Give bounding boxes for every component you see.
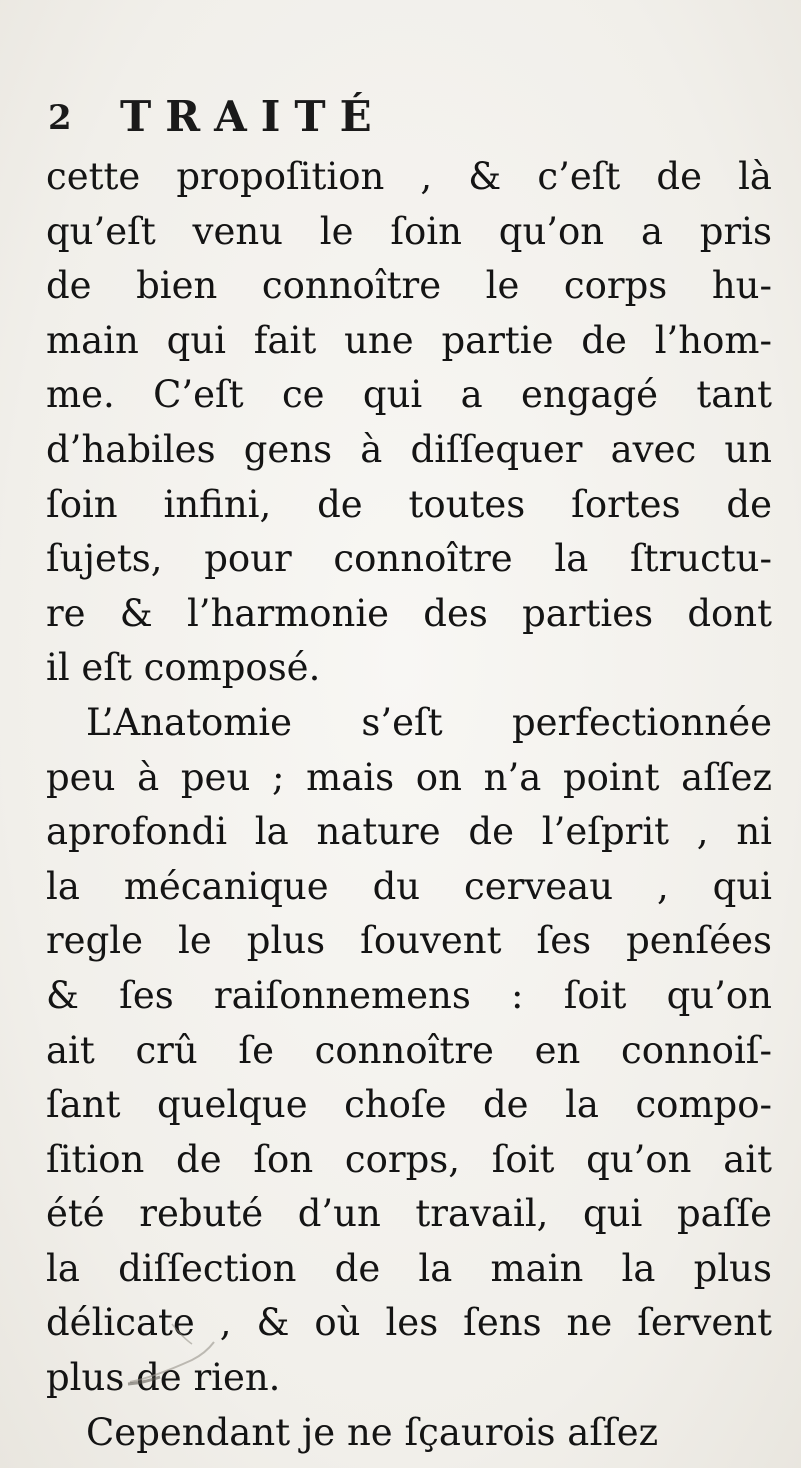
- text-line: la mécanique du cerveau , qui: [46, 864, 772, 908]
- running-title: TRAITÉ: [120, 92, 386, 141]
- page-header: [48, 92, 761, 140]
- page-number: 2: [48, 98, 72, 138]
- text-line: me. C’eſt ce qui a engagé tant: [46, 373, 772, 417]
- ink-smudge: [120, 1320, 220, 1390]
- text-line: regle le plus ſouvent ſes penſées: [46, 919, 772, 963]
- text-line: délicate , & où les ſens ne ſervent: [46, 1301, 772, 1345]
- text-line: ſant quelque choſe de la compo-: [46, 1083, 772, 1127]
- text-line: qu’eſt venu le ſoin qu’on a pris: [46, 209, 772, 253]
- text-line: aprofondi la nature de l’eſprit , ni: [46, 810, 772, 854]
- text-line: L’Anatomie s’eſt perfectionnée: [86, 700, 772, 744]
- text-line: d’habiles gens à diſſequer avec un: [46, 427, 772, 471]
- text-line: & ſes raiſonnemens : ſoit qu’on: [46, 973, 772, 1017]
- text-line: la diſſection de la main la plus: [46, 1246, 772, 1290]
- text-line: été rebuté d’un travail, qui paſſe: [46, 1192, 772, 1236]
- body-text: [46, 150, 772, 1460]
- text-line: main qui fait une partie de l’hom-: [46, 318, 772, 362]
- text-line: Cependant je ne ſçaurois aſſez: [86, 1410, 659, 1454]
- text-line: cette propoſition , & c’eſt de là: [46, 155, 772, 198]
- text-line: ſujets, pour connoître la ſtructu-: [46, 537, 772, 581]
- text-line: ſoin infini, de toutes ſortes de: [46, 482, 772, 526]
- text-line: ſition de ſon corps, ſoit qu’on ait: [46, 1137, 772, 1181]
- text-line: re & l’harmonie des parties dont: [46, 591, 772, 635]
- text-line: il eſt composé.: [46, 646, 321, 690]
- text-line: ait crû ſe connoître en connoiſ-: [46, 1028, 772, 1072]
- text-line: de bien connoître le corps hu-: [46, 264, 772, 308]
- text-line: plus de rien.: [46, 1356, 281, 1400]
- text-line: peu à peu ; mais on n’a point aſſez: [46, 755, 772, 799]
